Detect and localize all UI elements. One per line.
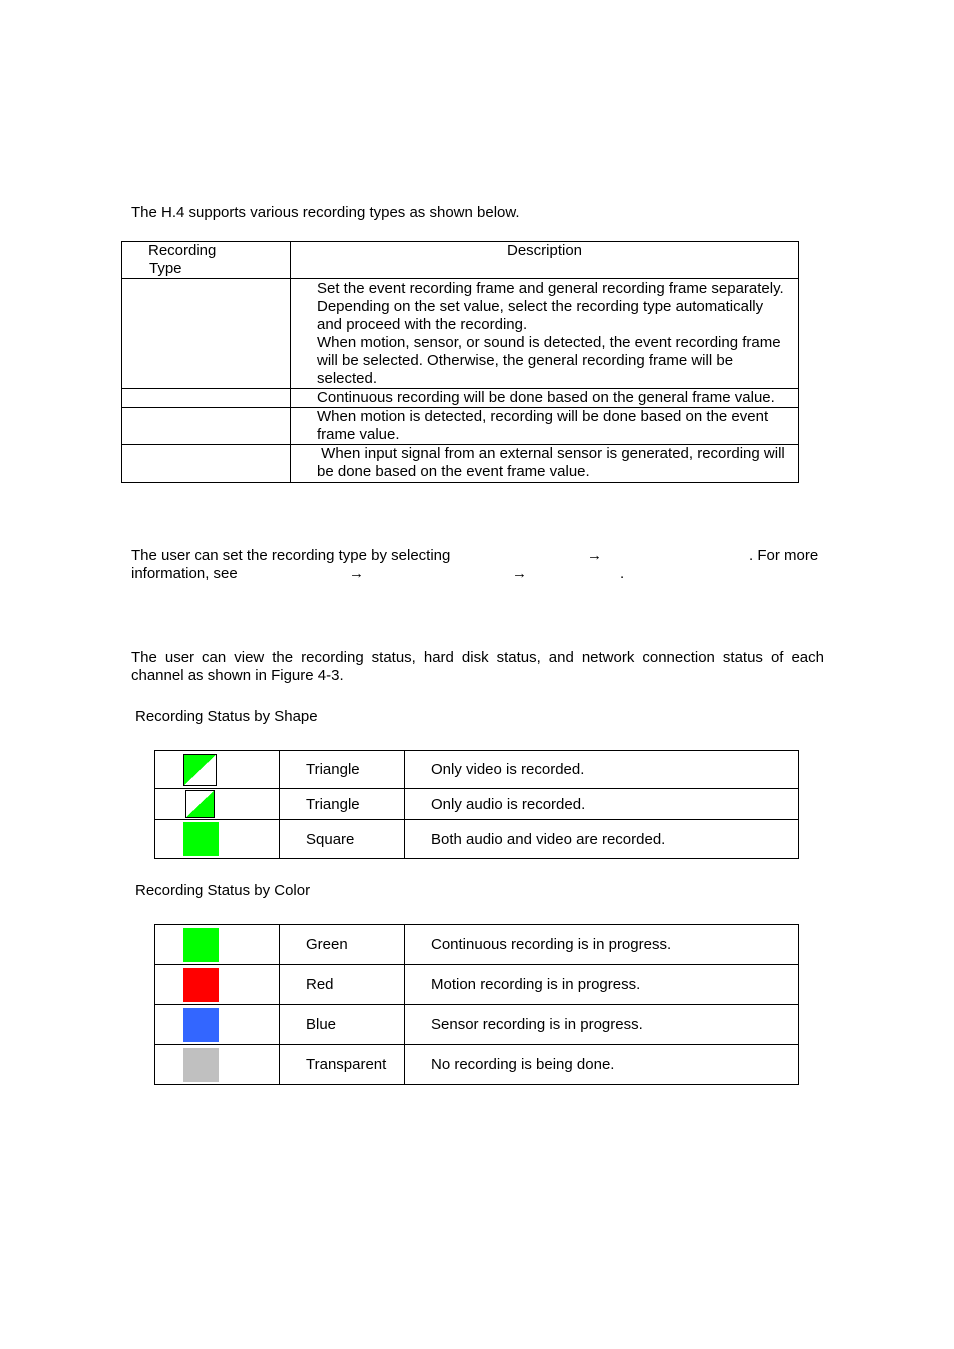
status-text-1: The user can view the recording status, hard disk status, and network connection status of each (131, 649, 824, 666)
color-desc: Continuous recording is in progress. (405, 925, 799, 965)
desc-cell (291, 279, 799, 389)
type-cell (122, 389, 291, 408)
table-row (155, 1045, 799, 1085)
arrow-icon: → (512, 565, 527, 582)
shape-status-table (154, 750, 799, 859)
desc-cell (291, 389, 799, 408)
type-cell (122, 408, 291, 445)
color-name: Transparent (280, 1045, 405, 1085)
color-desc: Sensor recording is in progress. (405, 1005, 799, 1045)
recording-types-table (121, 241, 799, 483)
color-name: Red (280, 965, 405, 1005)
icon-cell (155, 925, 280, 965)
setting-period: . (620, 565, 625, 582)
desc-line: be done based on the event frame value. (317, 463, 590, 480)
table-row (155, 965, 799, 1005)
table-row (155, 820, 799, 859)
icon-cell (155, 789, 280, 820)
table-row (122, 389, 799, 408)
color-desc: No recording is being done. (405, 1045, 799, 1085)
icon-cell (155, 1005, 280, 1045)
desc-line: Set the event recording frame and general recording frame separately. (317, 280, 784, 297)
header-recording-type (122, 242, 291, 279)
desc-line: selected. (317, 370, 378, 387)
header-type-line2: Type (149, 260, 182, 277)
green-swatch-icon (183, 928, 219, 962)
status-text-2: channel as shown in Figure 4-3. (131, 667, 344, 684)
table-row (155, 751, 799, 789)
gray-swatch-icon (183, 1048, 219, 1082)
table-row (155, 1005, 799, 1045)
arrow-icon: → (349, 565, 364, 582)
desc-line: When motion is detected, recording will be done based on the event (317, 408, 769, 425)
shape-heading: Recording Status by Shape (135, 708, 318, 725)
desc-cell (291, 408, 799, 445)
color-name: Green (280, 925, 405, 965)
shape-desc: Both audio and video are recorded. (405, 820, 799, 859)
icon-cell (155, 751, 280, 789)
icon-cell (155, 1045, 280, 1085)
table-row (122, 408, 799, 445)
table-row (155, 789, 799, 820)
color-desc: Motion recording is in progress. (405, 965, 799, 1005)
table-row (122, 445, 799, 483)
table-row (122, 279, 799, 389)
arrow-icon: → (587, 547, 602, 564)
table-row (155, 925, 799, 965)
shape-desc: Only audio is recorded. (405, 789, 799, 820)
type-cell (122, 279, 291, 389)
desc-line: frame value. (317, 426, 400, 443)
shape-name: Triangle (280, 751, 405, 789)
color-status-table (154, 924, 799, 1085)
triangle-video-icon (183, 754, 217, 786)
shape-name: Triangle (280, 789, 405, 820)
blue-swatch-icon (183, 1008, 219, 1042)
setting-text-3: information, see (131, 565, 238, 582)
icon-cell (155, 820, 280, 859)
triangle-audio-icon (185, 790, 215, 818)
square-icon (183, 822, 219, 856)
desc-line: When input signal from an external sensor is generated, recording will (317, 445, 785, 462)
desc-line: Continuous recording will be done based on the general frame value. (317, 389, 775, 406)
intro-text: The H.4 supports various recording types as shown below. (131, 204, 520, 221)
desc-cell (291, 445, 799, 483)
header-type-line1: Recording (148, 242, 217, 259)
desc-line: When motion, sensor, or sound is detected, the event recording frame (317, 334, 781, 351)
type-cell (122, 445, 291, 483)
shape-name: Square (280, 820, 405, 859)
table-header-row (122, 242, 799, 279)
color-name: Blue (280, 1005, 405, 1045)
setting-text-2: . For more (749, 547, 819, 564)
desc-line: will be selected. Otherwise, the general recording frame will be (317, 352, 734, 369)
desc-line: Depending on the set value, select the recording type automatically (317, 298, 764, 315)
red-swatch-icon (183, 968, 219, 1002)
icon-cell (155, 965, 280, 1005)
desc-line: and proceed with the recording. (317, 316, 528, 333)
shape-desc: Only video is recorded. (405, 751, 799, 789)
header-description: Description (291, 242, 799, 279)
setting-text-1: The user can set the recording type by selecting (131, 547, 451, 564)
color-heading: Recording Status by Color (135, 882, 311, 899)
